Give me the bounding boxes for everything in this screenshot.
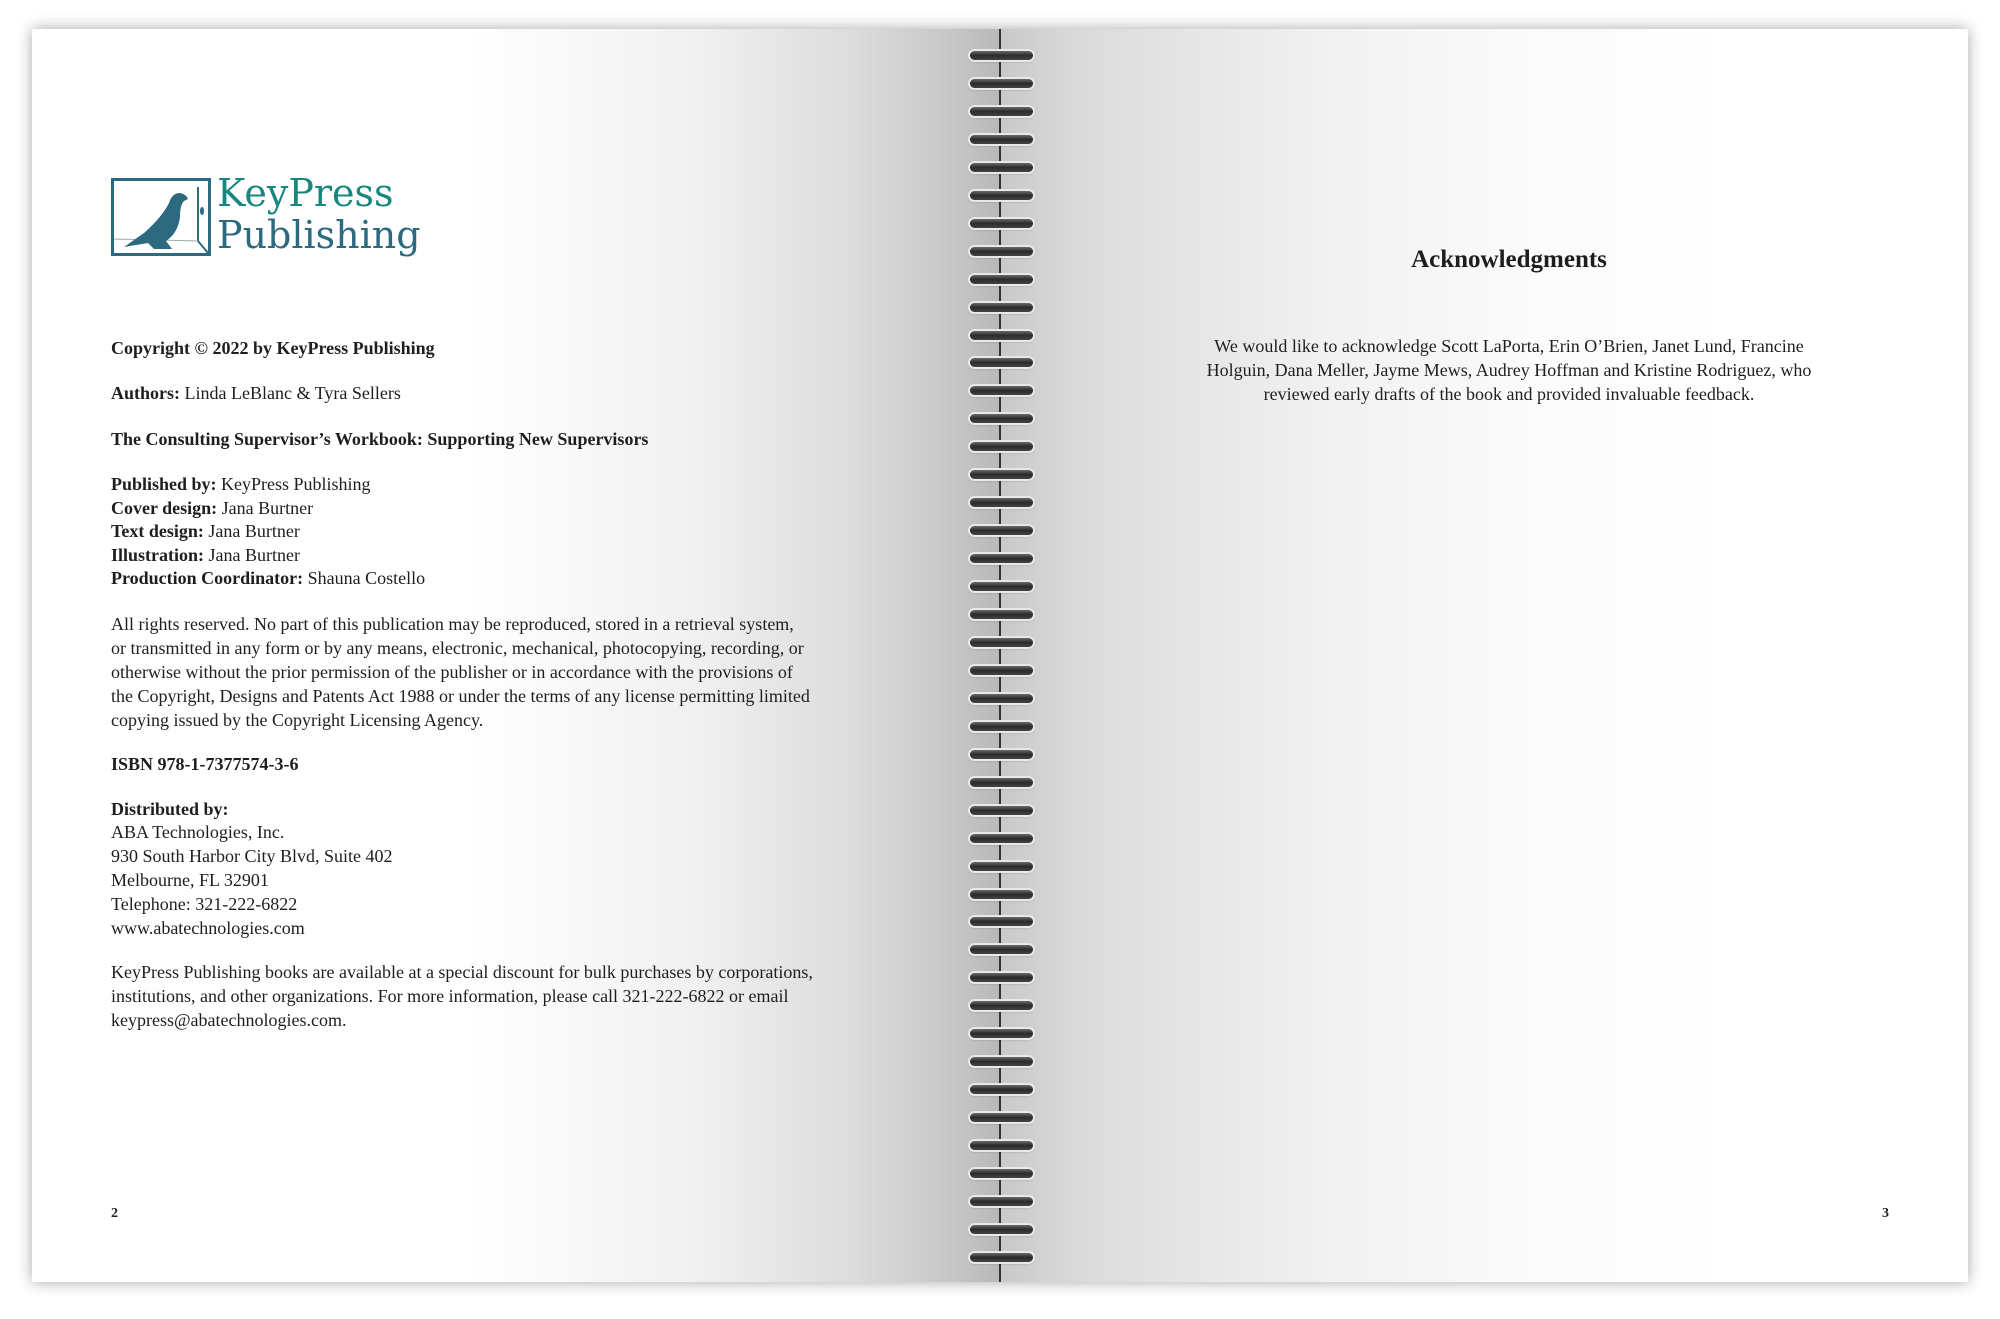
logo-publishing: Publishing: [217, 213, 421, 257]
spiral-coil: [970, 1113, 1033, 1122]
spiral-coil: [970, 973, 1033, 982]
spiral-coil: [970, 51, 1033, 60]
spiral-coil: [970, 275, 1033, 284]
isbn: ISBN 978-1-7377574-3-6: [111, 754, 299, 774]
rights-paragraph-line: All rights reserved. No part of this publication may be reproduced, stored in a retrieval system,: [111, 614, 794, 634]
spiral-coil: [970, 442, 1033, 451]
acknowledgment-line: We would like to acknowledge Scott LaPorta, Erin O’Brien, Janet Lund, Francine: [1214, 336, 1804, 356]
spiral-coil: [970, 1057, 1033, 1066]
credit-line: Cover design: Jana Burtner: [111, 497, 314, 518]
credit-line: Text design: Jana Burtner: [111, 521, 300, 541]
right-page: [1000, 29, 1968, 1282]
rights-paragraph-line: otherwise without the prior permission of the publisher or in accordance with the provisions of: [111, 662, 793, 682]
pigeon-icon: [111, 178, 211, 256]
acknowledgments-heading: Acknowledgments: [1411, 246, 1607, 273]
rights-paragraph-line: copying issued by the Copyright Licensing Agency.: [111, 710, 484, 730]
page-number-left: 2: [111, 1206, 118, 1221]
spiral-coil: [970, 331, 1033, 340]
book-title: The Consulting Supervisor’s Workbook: Supporting New Supervisors: [111, 429, 649, 449]
spiral-coil: [970, 1169, 1033, 1178]
distributor-line: ABA Technologies, Inc.: [111, 822, 285, 842]
spiral-coil: [970, 470, 1033, 479]
spiral-coil: [970, 358, 1033, 367]
spiral-coil: [970, 247, 1033, 256]
spiral-coil: [970, 1085, 1033, 1094]
spiral-coil: [970, 414, 1033, 423]
spiral-coil: [970, 1001, 1033, 1010]
spiral-coil: [970, 750, 1033, 759]
spiral-coil: [970, 163, 1033, 172]
spiral-coil: [970, 1225, 1033, 1234]
distributor-line: Melbourne, FL 32901: [111, 870, 269, 890]
spiral-coil: [970, 638, 1033, 647]
credit-line: Published by: KeyPress Publishing: [111, 474, 371, 494]
distributor-line: Telephone: 321-222-6822: [111, 894, 298, 914]
spiral-coil: [970, 778, 1033, 787]
spiral-coil: [970, 917, 1033, 926]
acknowledgment-line: reviewed early drafts of the book and provided invaluable feedback.: [1263, 384, 1755, 404]
logo-keypress: KeyPress: [217, 171, 394, 215]
spiral-coil: [970, 386, 1033, 395]
credit-line: Production Coordinator: Shauna Costello: [111, 568, 426, 588]
distributed-label: Distributed by:: [111, 799, 229, 819]
spiral-coil: [970, 526, 1033, 535]
authors-line: Authors: Linda LeBlanc & Tyra Sellers: [111, 383, 401, 403]
spiral-coil: [970, 1253, 1033, 1262]
spiral-coil: [970, 862, 1033, 871]
spiral-coil: [970, 107, 1033, 116]
rights-paragraph-line: the Copyright, Designs and Patents Act 1988 or under the terms of any license permitting limited: [111, 686, 810, 706]
spiral-coil: [970, 945, 1033, 954]
bulk-purchase-line: KeyPress Publishing books are available at a special discount for bulk purchases by corporations,: [111, 962, 813, 982]
spiral-coil: [970, 135, 1033, 144]
spiral-coil: [970, 498, 1033, 507]
distributor-line: www.abatechnologies.com: [111, 918, 305, 938]
bulk-purchase-line: keypress@abatechnologies.com.: [111, 1010, 347, 1030]
spiral-coil: [970, 582, 1033, 591]
spiral-coil: [970, 890, 1033, 899]
spiral-coil: [970, 303, 1033, 312]
distributor-line: 930 South Harbor City Blvd, Suite 402: [111, 846, 393, 866]
page-number-right: 3: [1882, 1206, 1889, 1221]
spiral-coil: [970, 694, 1033, 703]
spiral-coil: [970, 79, 1033, 88]
bulk-purchase-line: institutions, and other organizations. For more information, please call 321-222-6822 or email: [111, 986, 789, 1006]
spiral-coil: [970, 1197, 1033, 1206]
rights-paragraph-line: or transmitted in any form or by any means, electronic, mechanical, photocopying, recording, or: [111, 638, 804, 658]
spiral-coil: [970, 1141, 1033, 1150]
spiral-spine: [999, 29, 1001, 1282]
credit-line: Illustration: Jana Burtner: [111, 544, 300, 565]
spiral-coil: [970, 722, 1033, 731]
spiral-coil: [970, 610, 1033, 619]
spiral-coil: [970, 806, 1033, 815]
spiral-coil: [970, 554, 1033, 563]
spiral-coil: [970, 219, 1033, 228]
spiral-coil: [970, 834, 1033, 843]
spiral-coil: [970, 1029, 1033, 1038]
spiral-coil: [970, 191, 1033, 200]
copyright-line: Copyright © 2022 by KeyPress Publishing: [111, 338, 435, 358]
spiral-coil: [970, 666, 1033, 675]
acknowledgment-line: Holguin, Dana Meller, Jayme Mews, Audrey Hoffman and Kristine Rodriguez, who: [1206, 360, 1812, 380]
